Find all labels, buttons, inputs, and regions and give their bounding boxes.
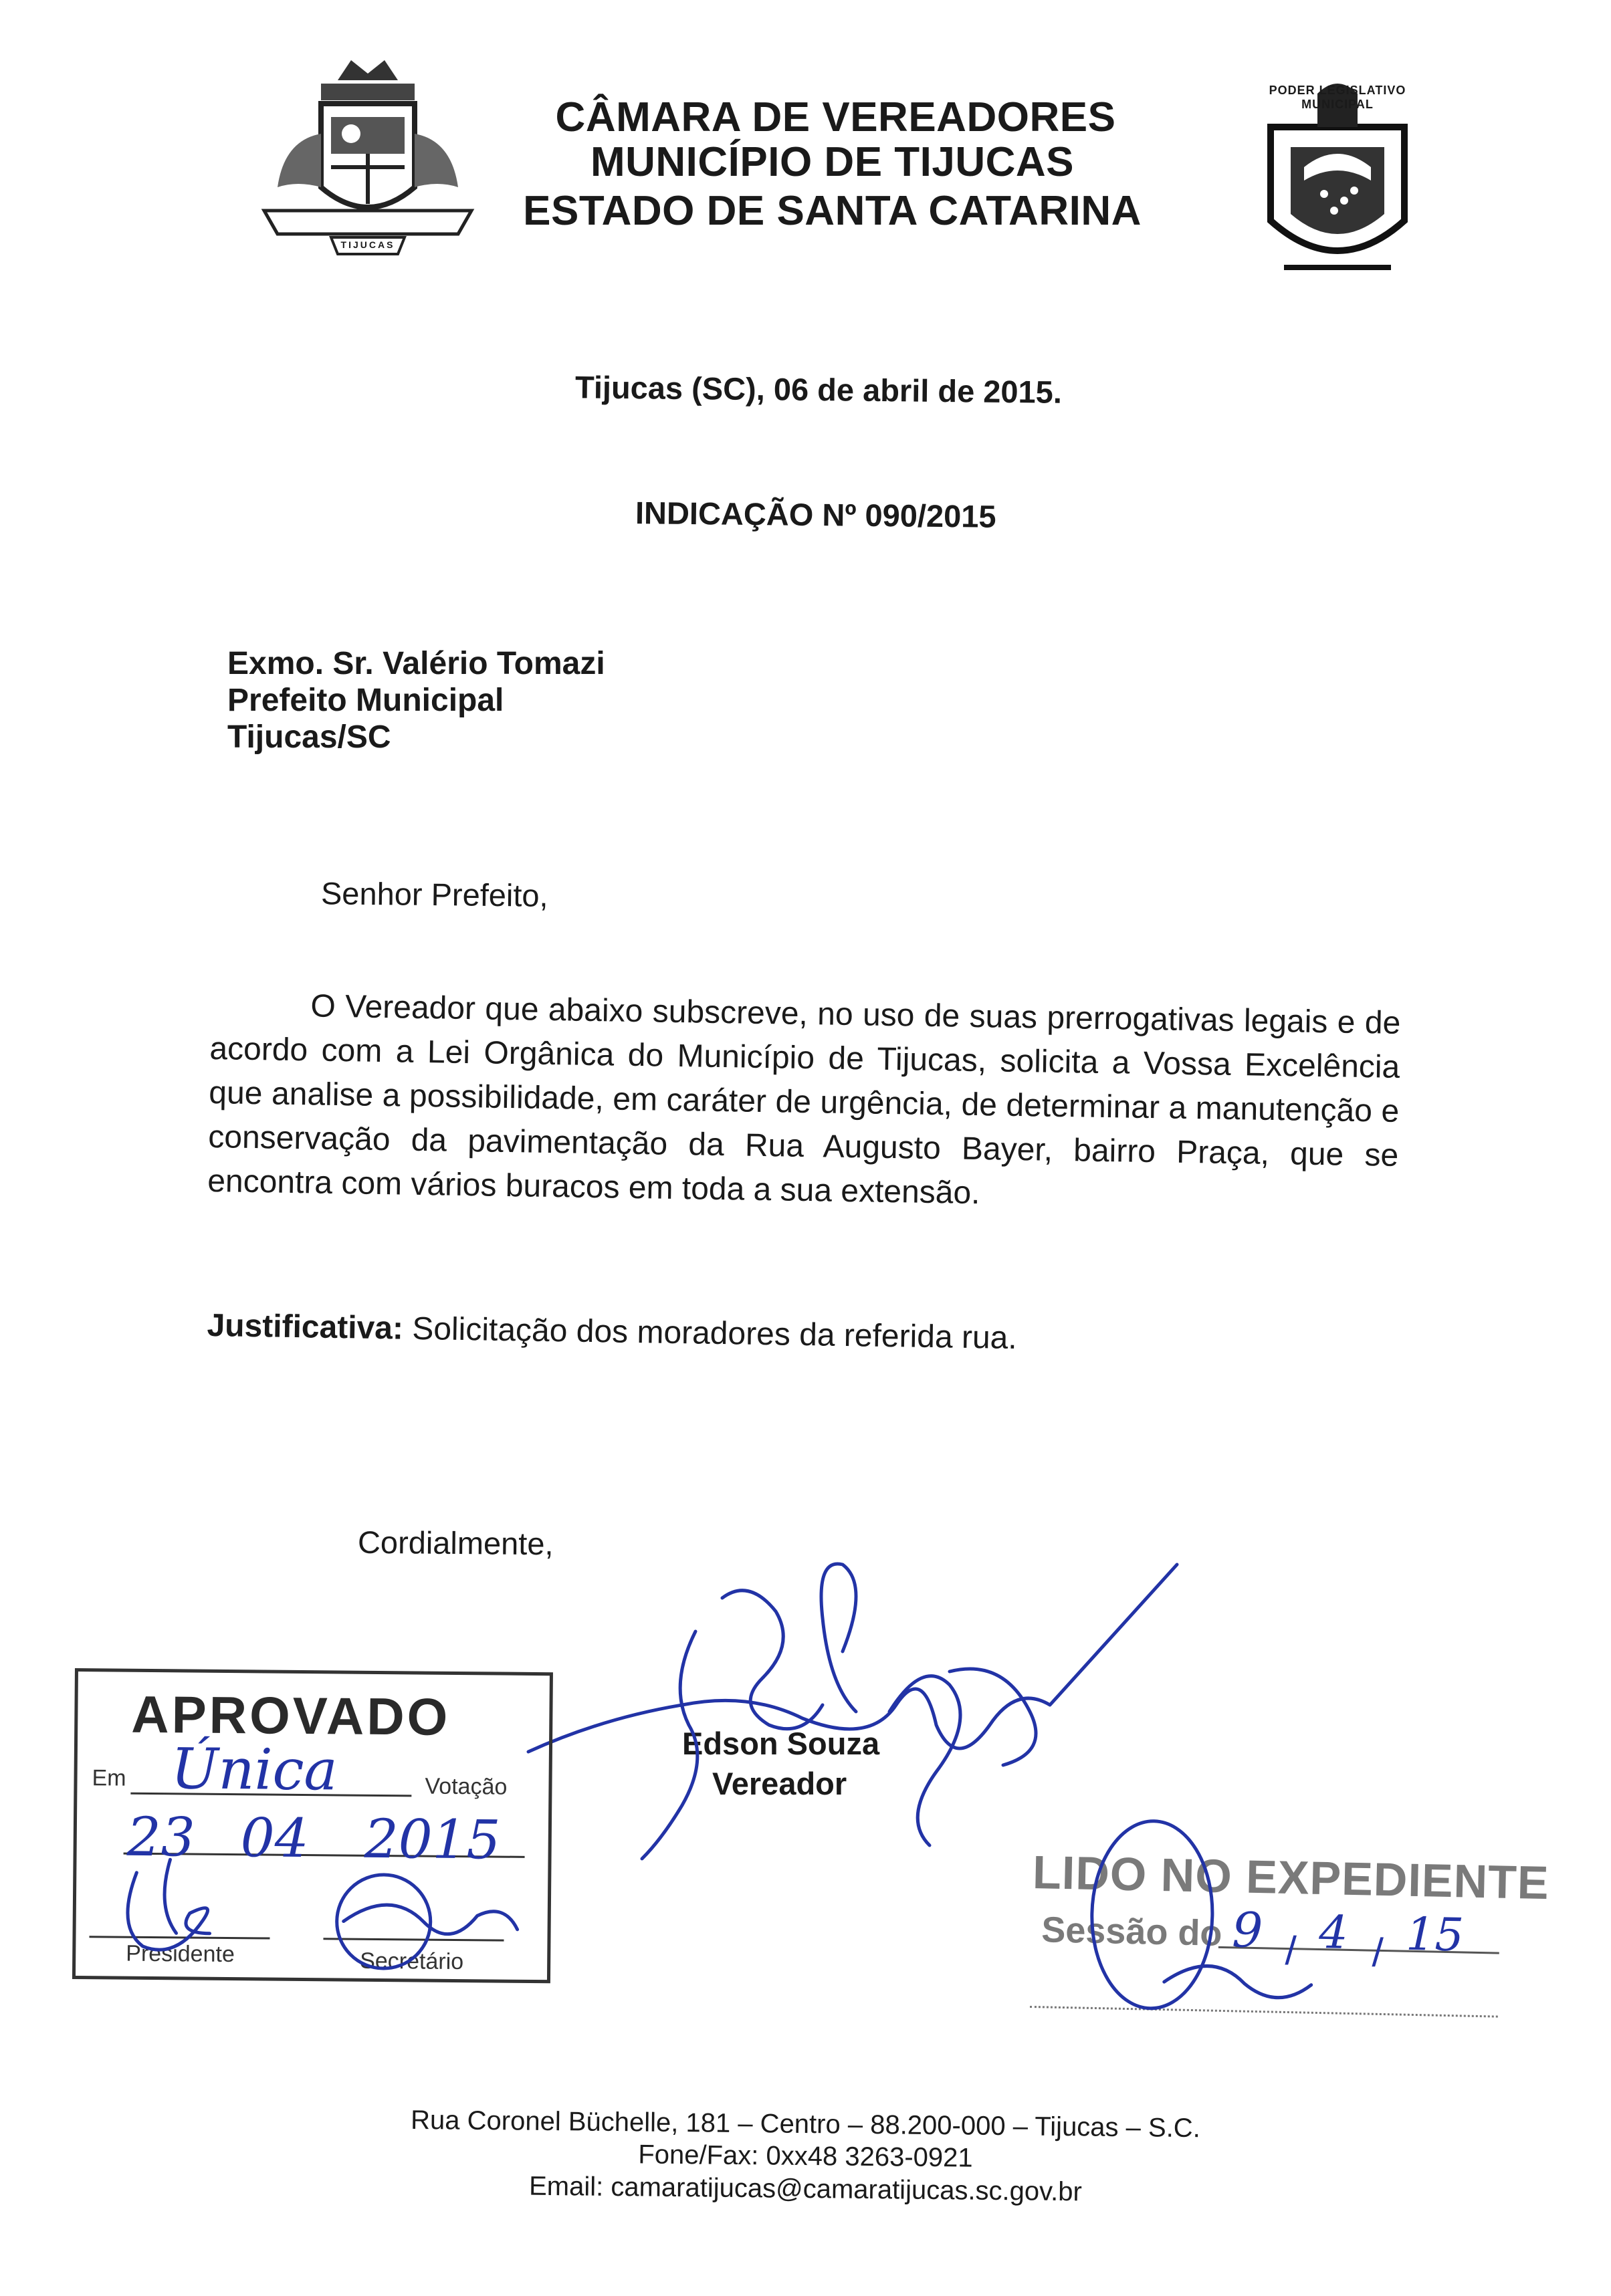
header-line-2: MUNICÍPIO DE TIJUCAS [590,139,1075,185]
read-stamp-signature [1056,1813,1341,2039]
document-date: Tijucas (SC), 06 de abril de 2015. [574,369,1063,410]
signer-role: Vereador [712,1766,847,1801]
approved-date-day: 23 [126,1805,196,1869]
read-stamp-day: 9 [1231,1902,1264,1959]
addressee-name: Exmo. Sr. Valério Tomazi [227,646,605,681]
approved-date-year: 2015 [364,1807,501,1871]
approved-presidente-label: Presidente [126,1940,235,1968]
approved-em-handwritten: Única [171,1736,338,1803]
coat-of-arms-label: TIJUCAS [340,239,395,250]
addressee-title: Prefeito Municipal [227,683,504,718]
justification-label: Justificativa: [207,1307,404,1347]
closing: Cordialmente, [357,1524,554,1562]
approved-em-label: Em [92,1765,126,1791]
read-stamp-year: 15 [1405,1908,1465,1962]
read-stamp-title: LIDO NO EXPEDIENTE [1032,1845,1550,1910]
legislative-power-seal-icon [1244,67,1431,288]
approved-stamp [72,1668,553,1983]
document-number: INDICAÇÃO Nº 090/2015 [635,495,996,534]
read-in-session-stamp: LIDO NO EXPEDIENTE Sessão do 9 4 15 / / [1029,1845,1501,2043]
read-stamp-session-label: Sessão do [1041,1910,1223,1954]
approved-secretario-label: Secretário [360,1948,464,1975]
approved-votacao-label: Votação [425,1773,508,1800]
salutation: Senhor Prefeito, [320,875,548,913]
read-stamp-month: 4 [1318,1906,1349,1960]
footer-email: Email: camaratijucas@camaratijucas.sc.gov.br [528,2171,1083,2207]
addressee-location: Tijucas/SC [227,719,391,755]
header-line-1: CÂMARA DE VEREADORES [555,94,1116,140]
justification-text: Solicitação dos moradores da referida rua. [411,1310,1018,1357]
body-paragraph: O Vereador que abaixo subscreve, no uso de suas prerrogativas legais e de acordo com a Lei Orgânica do Município de Tijucas, solicita a Vossa Excelência que analise a possibilidade, em caráter de urgência, de determinar a manutenção e conservação da pavimentação da Rua Augusto Bayer, bairro Praça, que se encontra com vários buracos em toda a sua extensão. [207,988,1401,1212]
footer-address: Rua Coronel Büchelle, 181 – Centro – 88.200-000 – Tijucas – S.C. [410,2105,1201,2144]
footer-phone: Fone/Fax: 0xx48 3263-0921 [638,2140,973,2173]
approved-stamp-title: APROVADO [131,1684,451,1746]
approved-date-month: 04 [240,1807,309,1870]
header-line-3: ESTADO DE SANTA CATARINA [523,188,1142,234]
seal-arc-text: PODER LEGISLATIVO MUNICIPAL [1269,84,1406,111]
approved-signatures [76,1845,545,1976]
justification [207,1307,1017,1357]
signer-name: Edson Souza [682,1726,880,1761]
